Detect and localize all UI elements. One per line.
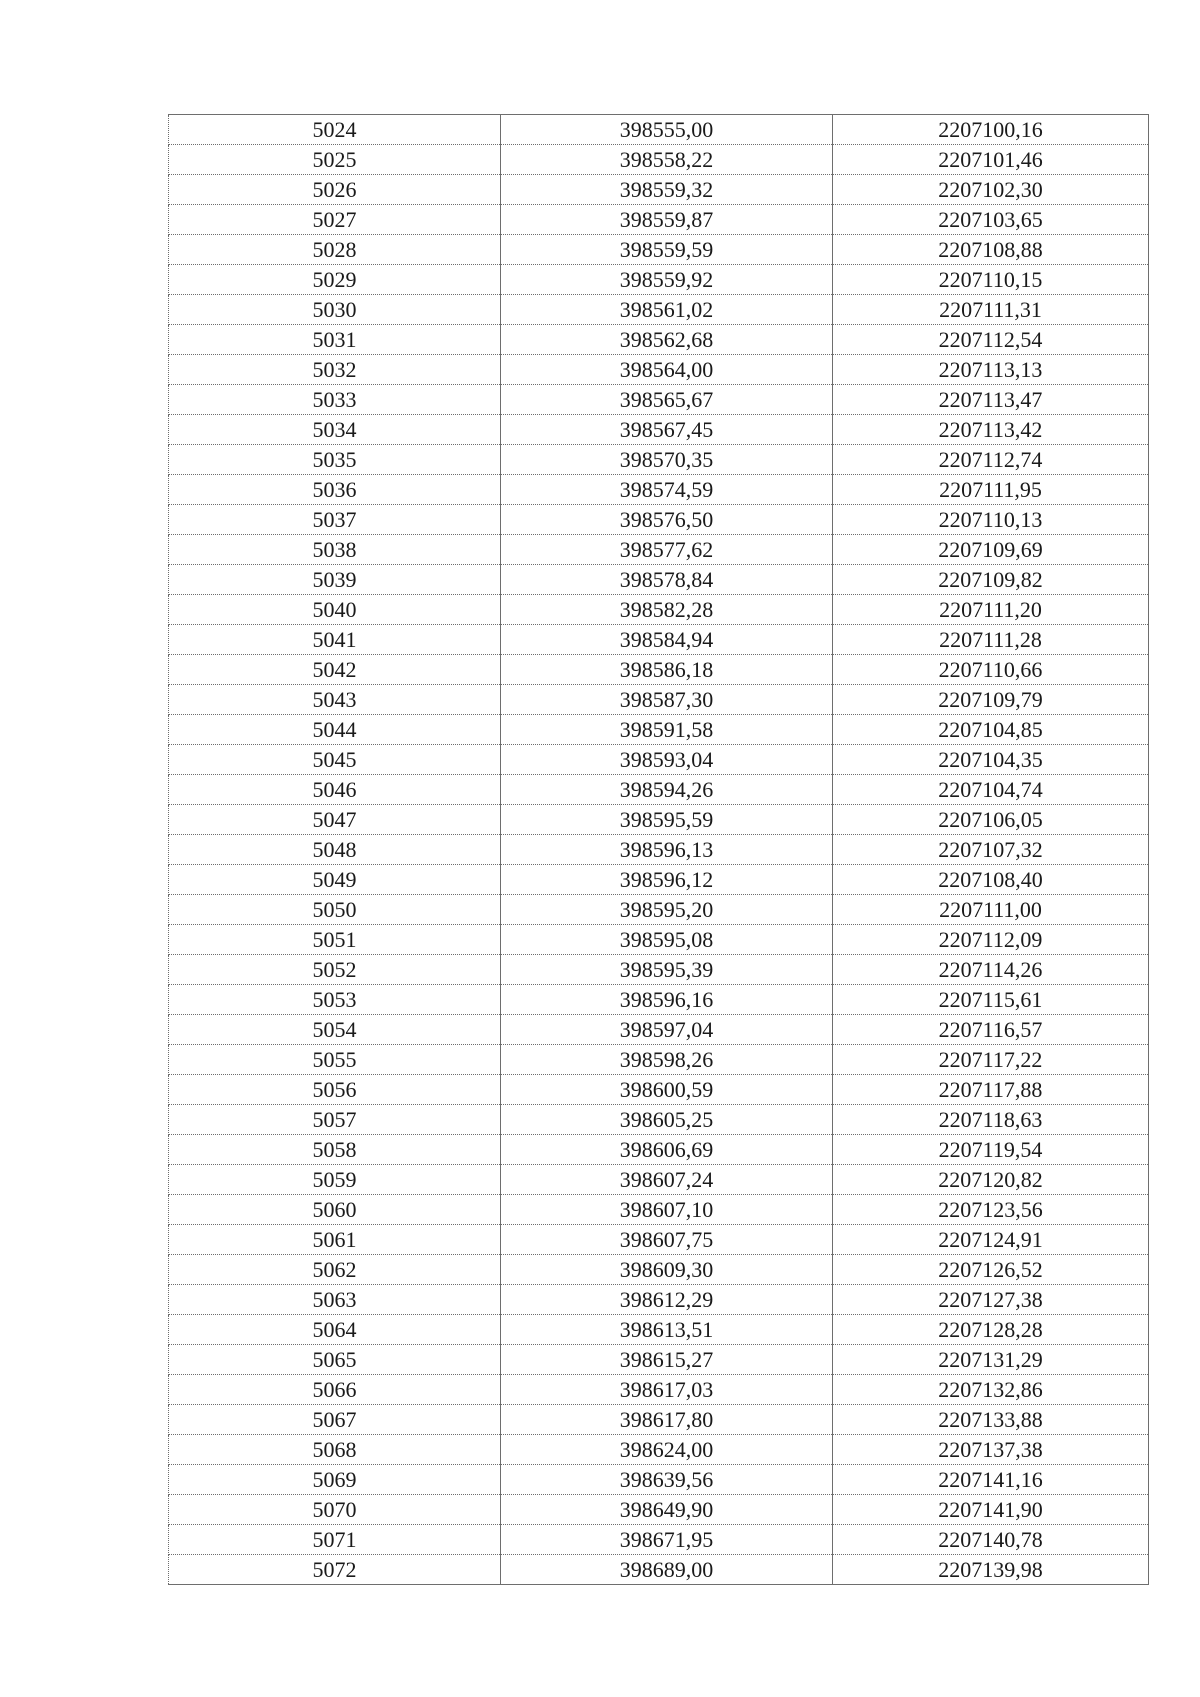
y-coordinate-cell: 2207115,61 — [833, 985, 1149, 1015]
y-coordinate-cell: 2207103,65 — [833, 205, 1149, 235]
point-number-cell: 5072 — [169, 1555, 501, 1585]
point-number-cell: 5026 — [169, 175, 501, 205]
x-coordinate-cell: 398617,80 — [501, 1405, 833, 1435]
table-row — [169, 1315, 1149, 1345]
x-coordinate-cell: 398607,75 — [501, 1225, 833, 1255]
y-coordinate-cell: 2207118,63 — [833, 1105, 1149, 1135]
table-row — [169, 685, 1149, 715]
x-coordinate-cell: 398671,95 — [501, 1525, 833, 1555]
table-row — [169, 475, 1149, 505]
table-row — [169, 355, 1149, 385]
point-number-cell: 5044 — [169, 715, 501, 745]
table-row — [169, 835, 1149, 865]
y-coordinate-cell: 2207127,38 — [833, 1285, 1149, 1315]
x-coordinate-cell: 398587,30 — [501, 685, 833, 715]
y-coordinate-cell: 2207137,38 — [833, 1435, 1149, 1465]
y-coordinate-cell: 2207111,31 — [833, 295, 1149, 325]
table-row — [169, 1045, 1149, 1075]
x-coordinate-cell: 398584,94 — [501, 625, 833, 655]
table-row — [169, 625, 1149, 655]
x-coordinate-cell: 398582,28 — [501, 595, 833, 625]
table-row — [169, 1075, 1149, 1105]
x-coordinate-cell: 398607,24 — [501, 1165, 833, 1195]
point-number-cell: 5059 — [169, 1165, 501, 1195]
point-number-cell: 5031 — [169, 325, 501, 355]
point-number-cell: 5038 — [169, 535, 501, 565]
y-coordinate-cell: 2207131,29 — [833, 1345, 1149, 1375]
x-coordinate-cell: 398607,10 — [501, 1195, 833, 1225]
y-coordinate-cell: 2207128,28 — [833, 1315, 1149, 1345]
y-coordinate-cell: 2207104,35 — [833, 745, 1149, 775]
x-coordinate-cell: 398597,04 — [501, 1015, 833, 1045]
coordinates-table-body — [169, 115, 1149, 1585]
y-coordinate-cell: 2207109,82 — [833, 565, 1149, 595]
y-coordinate-cell: 2207114,26 — [833, 955, 1149, 985]
point-number-cell: 5068 — [169, 1435, 501, 1465]
table-row — [169, 715, 1149, 745]
table-row — [169, 1405, 1149, 1435]
point-number-cell: 5048 — [169, 835, 501, 865]
y-coordinate-cell: 2207140,78 — [833, 1525, 1149, 1555]
table-row — [169, 565, 1149, 595]
point-number-cell: 5052 — [169, 955, 501, 985]
table-row — [169, 1345, 1149, 1375]
y-coordinate-cell: 2207110,13 — [833, 505, 1149, 535]
x-coordinate-cell: 398639,56 — [501, 1465, 833, 1495]
x-coordinate-cell: 398567,45 — [501, 415, 833, 445]
table-row — [169, 865, 1149, 895]
point-number-cell: 5040 — [169, 595, 501, 625]
y-coordinate-cell: 2207104,85 — [833, 715, 1149, 745]
point-number-cell: 5039 — [169, 565, 501, 595]
x-coordinate-cell: 398605,25 — [501, 1105, 833, 1135]
table-row — [169, 1105, 1149, 1135]
x-coordinate-cell: 398555,00 — [501, 115, 833, 145]
x-coordinate-cell: 398562,68 — [501, 325, 833, 355]
x-coordinate-cell: 398559,59 — [501, 235, 833, 265]
table-row — [169, 925, 1149, 955]
y-coordinate-cell: 2207109,69 — [833, 535, 1149, 565]
point-number-cell: 5067 — [169, 1405, 501, 1435]
y-coordinate-cell: 2207113,47 — [833, 385, 1149, 415]
y-coordinate-cell: 2207113,42 — [833, 415, 1149, 445]
y-coordinate-cell: 2207119,54 — [833, 1135, 1149, 1165]
x-coordinate-cell: 398593,04 — [501, 745, 833, 775]
point-number-cell: 5071 — [169, 1525, 501, 1555]
point-number-cell: 5057 — [169, 1105, 501, 1135]
point-number-cell: 5042 — [169, 655, 501, 685]
point-number-cell: 5045 — [169, 745, 501, 775]
x-coordinate-cell: 398596,12 — [501, 865, 833, 895]
x-coordinate-cell: 398596,16 — [501, 985, 833, 1015]
point-number-cell: 5064 — [169, 1315, 501, 1345]
table-row — [169, 1255, 1149, 1285]
table-row — [169, 325, 1149, 355]
y-coordinate-cell: 2207141,16 — [833, 1465, 1149, 1495]
table-row — [169, 955, 1149, 985]
table-row — [169, 895, 1149, 925]
point-number-cell: 5055 — [169, 1045, 501, 1075]
table-row — [169, 1465, 1149, 1495]
y-coordinate-cell: 2207141,90 — [833, 1495, 1149, 1525]
point-number-cell: 5036 — [169, 475, 501, 505]
x-coordinate-cell: 398564,00 — [501, 355, 833, 385]
table-row — [169, 265, 1149, 295]
x-coordinate-cell: 398576,50 — [501, 505, 833, 535]
x-coordinate-cell: 398600,59 — [501, 1075, 833, 1105]
x-coordinate-cell: 398565,67 — [501, 385, 833, 415]
x-coordinate-cell: 398574,59 — [501, 475, 833, 505]
point-number-cell: 5049 — [169, 865, 501, 895]
table-row — [169, 205, 1149, 235]
table-row — [169, 535, 1149, 565]
x-coordinate-cell: 398594,26 — [501, 775, 833, 805]
point-number-cell: 5043 — [169, 685, 501, 715]
y-coordinate-cell: 2207116,57 — [833, 1015, 1149, 1045]
table-row — [169, 1495, 1149, 1525]
x-coordinate-cell: 398598,26 — [501, 1045, 833, 1075]
table-row — [169, 235, 1149, 265]
point-number-cell: 5046 — [169, 775, 501, 805]
point-number-cell: 5056 — [169, 1075, 501, 1105]
table-row — [169, 1555, 1149, 1585]
x-coordinate-cell: 398558,22 — [501, 145, 833, 175]
x-coordinate-cell: 398577,62 — [501, 535, 833, 565]
x-coordinate-cell: 398612,29 — [501, 1285, 833, 1315]
table-row — [169, 1435, 1149, 1465]
point-number-cell: 5061 — [169, 1225, 501, 1255]
y-coordinate-cell: 2207110,66 — [833, 655, 1149, 685]
x-coordinate-cell: 398570,35 — [501, 445, 833, 475]
point-number-cell: 5053 — [169, 985, 501, 1015]
table-row — [169, 985, 1149, 1015]
table-row — [169, 1135, 1149, 1165]
x-coordinate-cell: 398613,51 — [501, 1315, 833, 1345]
x-coordinate-cell: 398609,30 — [501, 1255, 833, 1285]
x-coordinate-cell: 398689,00 — [501, 1555, 833, 1585]
y-coordinate-cell: 2207107,32 — [833, 835, 1149, 865]
y-coordinate-cell: 2207108,40 — [833, 865, 1149, 895]
table-row — [169, 115, 1149, 145]
table-row — [169, 1525, 1149, 1555]
point-number-cell: 5029 — [169, 265, 501, 295]
x-coordinate-cell: 398617,03 — [501, 1375, 833, 1405]
y-coordinate-cell: 2207117,88 — [833, 1075, 1149, 1105]
y-coordinate-cell: 2207110,15 — [833, 265, 1149, 295]
point-number-cell: 5024 — [169, 115, 501, 145]
y-coordinate-cell: 2207109,79 — [833, 685, 1149, 715]
x-coordinate-cell: 398615,27 — [501, 1345, 833, 1375]
y-coordinate-cell: 2207111,28 — [833, 625, 1149, 655]
point-number-cell: 5070 — [169, 1495, 501, 1525]
point-number-cell: 5030 — [169, 295, 501, 325]
y-coordinate-cell: 2207120,82 — [833, 1165, 1149, 1195]
x-coordinate-cell: 398595,08 — [501, 925, 833, 955]
x-coordinate-cell: 398561,02 — [501, 295, 833, 325]
x-coordinate-cell: 398559,92 — [501, 265, 833, 295]
y-coordinate-cell: 2207106,05 — [833, 805, 1149, 835]
point-number-cell: 5058 — [169, 1135, 501, 1165]
point-number-cell: 5050 — [169, 895, 501, 925]
table-row — [169, 1375, 1149, 1405]
point-number-cell: 5065 — [169, 1345, 501, 1375]
table-row — [169, 655, 1149, 685]
table-row — [169, 505, 1149, 535]
point-number-cell: 5062 — [169, 1255, 501, 1285]
x-coordinate-cell: 398595,59 — [501, 805, 833, 835]
point-number-cell: 5032 — [169, 355, 501, 385]
x-coordinate-cell: 398586,18 — [501, 655, 833, 685]
y-coordinate-cell: 2207111,95 — [833, 475, 1149, 505]
table-row — [169, 175, 1149, 205]
y-coordinate-cell: 2207104,74 — [833, 775, 1149, 805]
table-row — [169, 295, 1149, 325]
table-row — [169, 1195, 1149, 1225]
point-number-cell: 5035 — [169, 445, 501, 475]
y-coordinate-cell: 2207113,13 — [833, 355, 1149, 385]
x-coordinate-cell: 398649,90 — [501, 1495, 833, 1525]
table-row — [169, 745, 1149, 775]
x-coordinate-cell: 398559,87 — [501, 205, 833, 235]
y-coordinate-cell: 2207112,09 — [833, 925, 1149, 955]
point-number-cell: 5028 — [169, 235, 501, 265]
y-coordinate-cell: 2207111,00 — [833, 895, 1149, 925]
point-number-cell: 5054 — [169, 1015, 501, 1045]
x-coordinate-cell: 398595,39 — [501, 955, 833, 985]
y-coordinate-cell: 2207112,54 — [833, 325, 1149, 355]
y-coordinate-cell: 2207133,88 — [833, 1405, 1149, 1435]
y-coordinate-cell: 2207139,98 — [833, 1555, 1149, 1585]
point-number-cell: 5041 — [169, 625, 501, 655]
y-coordinate-cell: 2207126,52 — [833, 1255, 1149, 1285]
table-row — [169, 145, 1149, 175]
y-coordinate-cell: 2207112,74 — [833, 445, 1149, 475]
y-coordinate-cell: 2207100,16 — [833, 115, 1149, 145]
point-number-cell: 5066 — [169, 1375, 501, 1405]
y-coordinate-cell: 2207108,88 — [833, 235, 1149, 265]
table-row — [169, 775, 1149, 805]
table-row — [169, 595, 1149, 625]
y-coordinate-cell: 2207123,56 — [833, 1195, 1149, 1225]
y-coordinate-cell: 2207111,20 — [833, 595, 1149, 625]
table-row — [169, 1225, 1149, 1255]
coordinates-table — [168, 114, 1149, 1585]
y-coordinate-cell: 2207101,46 — [833, 145, 1149, 175]
table-row — [169, 385, 1149, 415]
x-coordinate-cell: 398595,20 — [501, 895, 833, 925]
point-number-cell: 5025 — [169, 145, 501, 175]
point-number-cell: 5051 — [169, 925, 501, 955]
table-row — [169, 1015, 1149, 1045]
x-coordinate-cell: 398596,13 — [501, 835, 833, 865]
y-coordinate-cell: 2207124,91 — [833, 1225, 1149, 1255]
x-coordinate-cell: 398578,84 — [501, 565, 833, 595]
point-number-cell: 5033 — [169, 385, 501, 415]
point-number-cell: 5034 — [169, 415, 501, 445]
x-coordinate-cell: 398624,00 — [501, 1435, 833, 1465]
table-row — [169, 805, 1149, 835]
table-row — [169, 445, 1149, 475]
y-coordinate-cell: 2207117,22 — [833, 1045, 1149, 1075]
x-coordinate-cell: 398606,69 — [501, 1135, 833, 1165]
y-coordinate-cell: 2207132,86 — [833, 1375, 1149, 1405]
table-row — [169, 1165, 1149, 1195]
table-row — [169, 415, 1149, 445]
x-coordinate-cell: 398591,58 — [501, 715, 833, 745]
x-coordinate-cell: 398559,32 — [501, 175, 833, 205]
point-number-cell: 5047 — [169, 805, 501, 835]
point-number-cell: 5069 — [169, 1465, 501, 1495]
table-row — [169, 1285, 1149, 1315]
point-number-cell: 5037 — [169, 505, 501, 535]
point-number-cell: 5063 — [169, 1285, 501, 1315]
point-number-cell: 5027 — [169, 205, 501, 235]
point-number-cell: 5060 — [169, 1195, 501, 1225]
y-coordinate-cell: 2207102,30 — [833, 175, 1149, 205]
